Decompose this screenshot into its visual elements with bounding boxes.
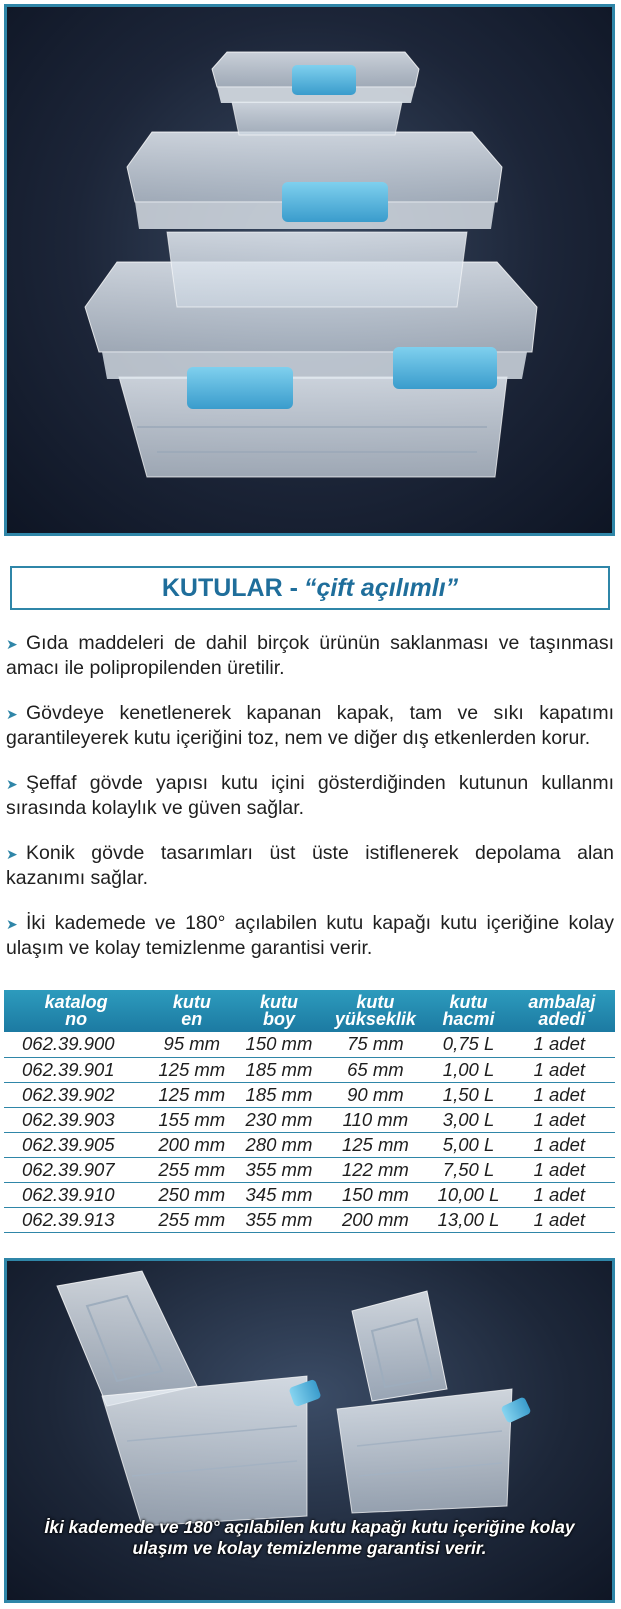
- cell-width: 250 mm: [148, 1182, 235, 1207]
- cell-width: 255 mm: [148, 1157, 235, 1182]
- table-row: [4, 1157, 615, 1182]
- feature-item: [6, 771, 614, 820]
- cell-height: 65 mm: [323, 1057, 429, 1082]
- cell-length: 185 mm: [235, 1082, 322, 1107]
- caption-line-2: ulaşım ve kolay temizlenme garantisi verir.: [132, 1538, 487, 1558]
- table-row: [4, 1182, 615, 1207]
- cell-catalog-no: 062.39.903: [4, 1107, 148, 1132]
- header-ambalaj-adedi: ambalaj adedi: [509, 990, 615, 1032]
- cell-catalog-no: 062.39.902: [4, 1082, 148, 1107]
- chevron-right-icon: ➤: [6, 846, 18, 862]
- cell-catalog-no: 062.39.910: [4, 1182, 148, 1207]
- cell-volume: 7,50 L: [428, 1157, 509, 1182]
- chevron-right-icon: ➤: [6, 636, 18, 652]
- title-subtitle: “çift açılımlı”: [303, 573, 459, 602]
- cell-length: 345 mm: [235, 1182, 322, 1207]
- chevron-right-icon: ➤: [6, 706, 18, 722]
- cell-volume: 1,50 L: [428, 1082, 509, 1107]
- chevron-right-icon: ➤: [6, 916, 18, 932]
- cell-package-qty: 1 adet: [509, 1207, 615, 1232]
- cell-width: 200 mm: [148, 1132, 235, 1157]
- cell-height: 150 mm: [323, 1182, 429, 1207]
- feature-text: Gövdeye kenetlenerek kapanan kapak, tam ve sıkı kapatımı garantileyerek kutu içeriğini toz, nem ve diğer dış etkenlerden korur.: [6, 702, 614, 749]
- cell-height: 110 mm: [323, 1107, 429, 1132]
- cell-catalog-no: 062.39.900: [4, 1032, 148, 1057]
- feature-item: [6, 701, 614, 750]
- cell-package-qty: 1 adet: [509, 1157, 615, 1182]
- cell-catalog-no: 062.39.907: [4, 1157, 148, 1182]
- cell-width: 125 mm: [148, 1057, 235, 1082]
- feature-text: Gıda maddeleri de dahil birçok ürünün saklanması ve taşınması amacı ile polipropilenden üretilir.: [6, 632, 614, 679]
- cell-length: 150 mm: [235, 1032, 322, 1057]
- table-header-row: [4, 990, 615, 1032]
- header-kutu-boy: kutu boy: [235, 990, 322, 1032]
- feature-item: [6, 911, 614, 960]
- cell-width: 155 mm: [148, 1107, 235, 1132]
- photo-caption: [7, 1517, 612, 1559]
- cell-catalog-no: 062.39.905: [4, 1132, 148, 1157]
- cell-width: 125 mm: [148, 1082, 235, 1107]
- cell-catalog-no: 062.39.901: [4, 1057, 148, 1082]
- feature-text: Konik gövde tasarımları üst üste istiflenerek depolama alan kazanımı sağlar.: [6, 842, 614, 889]
- cell-height: 200 mm: [323, 1207, 429, 1232]
- cell-height: 125 mm: [323, 1132, 429, 1157]
- cell-length: 280 mm: [235, 1132, 322, 1157]
- cell-volume: 3,00 L: [428, 1107, 509, 1132]
- cell-height: 75 mm: [323, 1032, 429, 1057]
- cell-package-qty: 1 adet: [509, 1132, 615, 1157]
- header-kutu-yukseklik: kutu yükseklik: [323, 990, 429, 1032]
- cell-package-qty: 1 adet: [509, 1032, 615, 1057]
- product-photo-stacked-boxes: [4, 4, 615, 536]
- title-main: KUTULAR -: [161, 573, 298, 602]
- feature-list: [6, 631, 614, 981]
- table-row: [4, 1032, 615, 1057]
- feature-text: Şeffaf gövde yapısı kutu içini gösterdiğinden kutunun kullanmı sırasında kolaylık ve güven sağlar.: [6, 772, 614, 819]
- cell-volume: 10,00 L: [428, 1182, 509, 1207]
- cell-volume: 1,00 L: [428, 1057, 509, 1082]
- product-photo-open-lids: [4, 1258, 615, 1603]
- cell-volume: 5,00 L: [428, 1132, 509, 1157]
- cell-length: 355 mm: [235, 1157, 322, 1182]
- stacked-boxes-illustration: [7, 7, 612, 533]
- cell-height: 122 mm: [323, 1157, 429, 1182]
- cell-catalog-no: 062.39.913: [4, 1207, 148, 1232]
- cell-package-qty: 1 adet: [509, 1107, 615, 1132]
- cell-height: 90 mm: [323, 1082, 429, 1107]
- feature-item: [6, 631, 614, 680]
- cell-length: 185 mm: [235, 1057, 322, 1082]
- header-katalog-no: katalog no: [4, 990, 148, 1032]
- caption-line-1: İki kademede ve 180° açılabilen kutu kapağı kutu içeriğine kolay: [44, 1517, 575, 1537]
- table-row: [4, 1207, 615, 1232]
- header-kutu-en: kutu en: [148, 990, 235, 1032]
- cell-package-qty: 1 adet: [509, 1057, 615, 1082]
- table-row: [4, 1057, 615, 1082]
- table-row: [4, 1082, 615, 1107]
- cell-width: 95 mm: [148, 1032, 235, 1057]
- feature-item: [6, 841, 614, 890]
- cell-length: 230 mm: [235, 1107, 322, 1132]
- cell-length: 355 mm: [235, 1207, 322, 1232]
- cell-width: 255 mm: [148, 1207, 235, 1232]
- cell-volume: 0,75 L: [428, 1032, 509, 1057]
- cell-package-qty: 1 adet: [509, 1082, 615, 1107]
- feature-text: İki kademede ve 180° açılabilen kutu kapağı kutu içeriğine kolay ulaşım ve kolay temizlenme garantisi verir.: [6, 912, 614, 959]
- chevron-right-icon: ➤: [6, 776, 18, 792]
- table-row: [4, 1132, 615, 1157]
- cell-volume: 13,00 L: [428, 1207, 509, 1232]
- table-row: [4, 1107, 615, 1132]
- cell-package-qty: 1 adet: [509, 1182, 615, 1207]
- section-title: [10, 566, 610, 610]
- header-kutu-hacmi: kutu hacmi: [428, 990, 509, 1032]
- spec-table: [4, 990, 615, 1233]
